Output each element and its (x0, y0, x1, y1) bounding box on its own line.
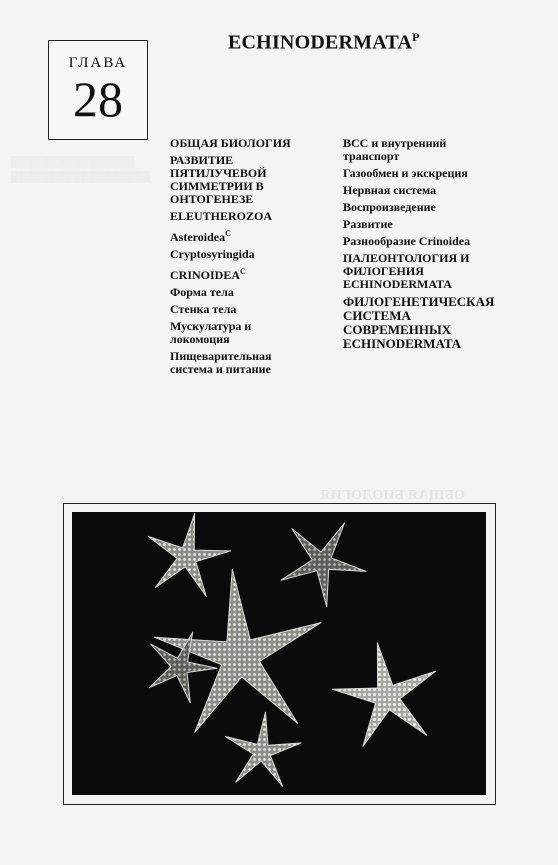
toc-item: ОБЩАЯ БИОЛОГИЯ (170, 136, 291, 150)
toc-left-column (170, 137, 320, 380)
starfish-photo (72, 512, 486, 795)
bleed-through-left: ▒▒▒▒▒▒▒▒▒▒▒▒▒▒▒▒ ▒▒▒▒▒▒▒▒▒▒▒▒▒▒▒▒▒▒ (10, 157, 151, 183)
chapter-title-text: ECHINODERMATA (228, 31, 413, 54)
chapter-box (48, 40, 148, 140)
toc-item: ELEUTHEROZOA (170, 209, 273, 223)
toc-item: Развитие (343, 217, 393, 231)
bleed-through-heading: ОБЩАЯ БИОЛОГИЯ (320, 488, 466, 503)
toc-item: Нервная система (343, 183, 437, 197)
toc-item: $CRINOIDEA^C$ (170, 267, 246, 282)
toc-item: Cryptosyringida (170, 247, 255, 261)
toc-item: Asteroidea$^C$ (170, 229, 231, 244)
toc-item: Пищеварительная система и питание (170, 349, 272, 376)
toc-item: Стенка тела (170, 302, 237, 316)
toc-item: ВСС и внутренний транспорт (343, 136, 447, 163)
toc-item: ФИЛОГЕНЕТИЧЕСКАЯ СИСТЕМА СОВРЕМЕННЫХ ECHINODERMATA (343, 294, 495, 351)
starfish-illustration (72, 512, 486, 795)
toc-item: Газообмен и экскреция (343, 166, 468, 180)
chapter-label: ГЛАВА (68, 55, 128, 71)
toc-item: ПАЛЕОНТОЛОГИЯ И ФИЛОГЕНИЯ ECHINODERMATA (343, 251, 470, 291)
chapter-title-superscript: P (412, 30, 420, 44)
chapter-title (228, 30, 420, 55)
toc-item: Воспроизведение (343, 200, 436, 214)
toc-item: РАЗВИТИЕ ПЯТИЛУЧЕВОЙ СИММЕТРИИ В ОНТОГЕНЕЗЕ (170, 153, 267, 206)
toc-item: Мускулатура и локомоция (170, 319, 252, 346)
toc-right-column (343, 137, 533, 355)
toc-item: Разнообразие Crinoidea (343, 234, 471, 248)
chapter-number: 28 (73, 71, 123, 127)
toc-item: Форма тела (170, 285, 234, 299)
